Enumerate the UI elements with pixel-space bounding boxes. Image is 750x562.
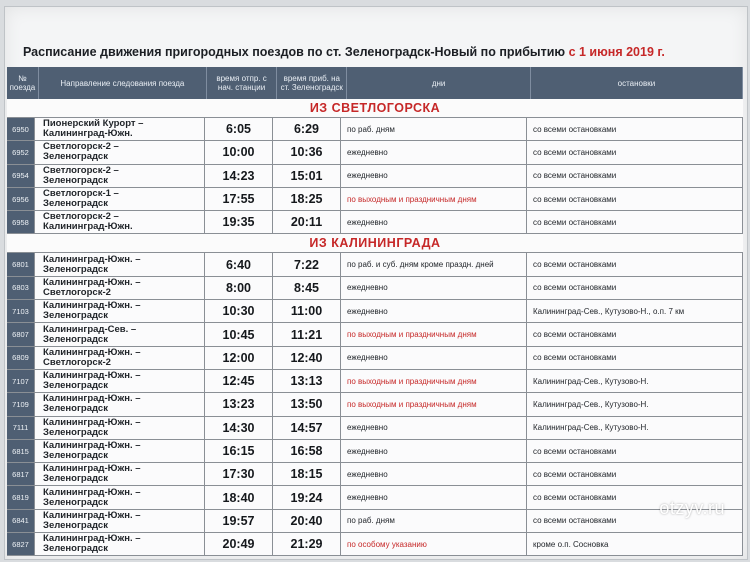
stops: со всеми остановками [527, 118, 743, 140]
train-number: 7111 [7, 417, 35, 439]
watermark: otzyv.ru [659, 498, 725, 518]
route [35, 165, 205, 187]
arrival-time: 11:21 [273, 323, 341, 345]
operating-days: по раб. и суб. дням кроме праздн. дней [341, 253, 527, 275]
departure-time: 20:49 [205, 533, 273, 555]
arrival-time: 8:45 [273, 277, 341, 299]
train-number: 7103 [7, 300, 35, 322]
operating-days: по выходным и праздничным дням [341, 393, 527, 415]
table-row [7, 141, 743, 164]
operating-days: ежедневно [341, 300, 527, 322]
route-to: Калининград-Южн. [43, 128, 133, 140]
table-row [7, 347, 743, 370]
route-from: Калининград-Южн. – [43, 253, 141, 265]
stops: со всеми остановками [527, 323, 743, 345]
stops: со всеми остановками [527, 165, 743, 187]
operating-days: ежедневно [341, 463, 527, 485]
arrival-time: 16:58 [273, 440, 341, 462]
stops: со всеми остановками [527, 347, 743, 369]
stops: со всеми остановками [527, 463, 743, 485]
route-from: Калининград-Южн. – [43, 440, 141, 451]
operating-days: ежедневно [341, 277, 527, 299]
departure-time: 14:30 [205, 417, 273, 439]
route-from: Светлогорск-1 – [43, 188, 119, 200]
train-number: 6807 [7, 323, 35, 345]
route [35, 393, 205, 415]
arrival-time: 21:29 [273, 533, 341, 555]
route-from: Калининград-Южн. – [43, 300, 141, 312]
train-number: 7109 [7, 393, 35, 415]
route [35, 323, 205, 345]
table-row [7, 188, 743, 211]
header-dep: время отпр. с нач. станции [207, 67, 277, 99]
route-to: Светлогорск-2 [43, 286, 111, 298]
stops: со всеми остановками [527, 141, 743, 163]
route [35, 440, 205, 462]
route-to: Зеленоградск [43, 333, 108, 345]
departure-time: 6:05 [205, 118, 273, 140]
route-to: Калининград-Южн. [43, 221, 133, 233]
header-days: дни [347, 67, 530, 99]
route-from: Калининград-Южн. – [43, 509, 141, 521]
stops: Калининград-Сев., Кутузово-Н. [527, 370, 743, 392]
arrival-time: 13:50 [273, 393, 341, 415]
header-stops: остановки [531, 67, 743, 99]
table-row [7, 323, 743, 346]
title-date: с 1 июня 2019 г. [568, 45, 665, 59]
operating-days: по особому указанию [341, 533, 527, 555]
departure-time: 19:35 [205, 211, 273, 233]
table-body [7, 99, 743, 556]
table-row [7, 370, 743, 393]
departure-time: 17:30 [205, 463, 273, 485]
train-number: 6958 [7, 211, 35, 233]
operating-days: ежедневно [341, 486, 527, 508]
departure-time: 6:40 [205, 253, 273, 275]
table-row [7, 533, 743, 556]
route-to: Зеленоградск [43, 380, 108, 392]
stops: со всеми остановками [527, 211, 743, 233]
timetable [7, 67, 743, 556]
departure-time: 10:30 [205, 300, 273, 322]
arrival-time: 19:24 [273, 486, 341, 508]
table-row [7, 253, 743, 276]
route [35, 463, 205, 485]
table-row [7, 118, 743, 141]
departure-time: 13:23 [205, 393, 273, 415]
departure-time: 17:55 [205, 188, 273, 210]
arrival-time: 7:22 [273, 253, 341, 275]
arrival-time: 18:15 [273, 463, 341, 485]
departure-time: 16:15 [205, 440, 273, 462]
route-from: Калининград-Южн. – [43, 533, 141, 545]
train-number: 7107 [7, 370, 35, 392]
route-to: Зеленоградск [43, 263, 108, 275]
route-from: Калининград-Южн. – [43, 276, 141, 288]
arrival-time: 12:40 [273, 347, 341, 369]
train-number: 6819 [7, 486, 35, 508]
table-row [7, 393, 743, 416]
operating-days: по раб. дням [341, 510, 527, 532]
table-row [7, 300, 743, 323]
title-main: Расписание движения пригородных поездов по ст. Зеленоградск-Новый по прибытию [23, 45, 566, 59]
table-row [7, 486, 743, 509]
departure-time: 19:57 [205, 510, 273, 532]
route-to: Зеленоградск [43, 403, 108, 415]
operating-days: по выходным и праздничным дням [341, 323, 527, 345]
stops: Калининград-Сев., Кутузово-Н. [527, 393, 743, 415]
page-title [23, 45, 743, 59]
route [35, 417, 205, 439]
route-to: Зеленоградск [43, 473, 108, 485]
arrival-time: 20:11 [273, 211, 341, 233]
train-number: 6817 [7, 463, 35, 485]
table-row [7, 277, 743, 300]
route [35, 486, 205, 508]
route-from: Калининград-Сев. – [43, 323, 137, 335]
departure-time: 10:00 [205, 141, 273, 163]
train-number: 6809 [7, 347, 35, 369]
stops: Калининград-Сев., Кутузово-Н., о.п. 7 км [527, 300, 743, 322]
route-from: Калининград-Южн. – [43, 463, 141, 475]
route-from: Калининград-Южн. – [43, 486, 141, 498]
arrival-time: 15:01 [273, 165, 341, 187]
arrival-time: 13:13 [273, 370, 341, 392]
route [35, 510, 205, 532]
route-from: Светлогорск-2 – [43, 141, 119, 153]
train-number: 6956 [7, 188, 35, 210]
route-to: Зеленоградск [43, 543, 108, 555]
train-number: 6954 [7, 165, 35, 187]
route-from: Калининград-Южн. – [43, 393, 141, 405]
route-to: Зеленоградск [43, 519, 108, 531]
stops: со всеми остановками [527, 440, 743, 462]
route [35, 300, 205, 322]
train-number: 6841 [7, 510, 35, 532]
route [35, 533, 205, 555]
stops: со всеми остановками [527, 277, 743, 299]
route-from: Калининград-Южн. – [43, 416, 141, 428]
arrival-time: 10:36 [273, 141, 341, 163]
train-number: 6950 [7, 118, 35, 140]
route [35, 118, 205, 140]
stops: Калининград-Сев., Кутузово-Н. [527, 417, 743, 439]
route [35, 370, 205, 392]
arrival-time: 11:00 [273, 300, 341, 322]
route-to: Зеленоградск [43, 496, 108, 508]
departure-time: 10:45 [205, 323, 273, 345]
route-to: Зеленоградск [43, 198, 108, 210]
section-title: ИЗ СВЕТЛОГОРСКА [7, 99, 743, 118]
table-row [7, 440, 743, 463]
route-to: Зеленоградск [43, 426, 108, 438]
stops: со всеми остановками [527, 486, 743, 508]
table-header [7, 67, 743, 99]
route [35, 253, 205, 275]
route [35, 141, 205, 163]
arrival-time: 6:29 [273, 118, 341, 140]
route-to: Зеленоградск [43, 310, 108, 322]
schedule-sheet [4, 6, 748, 560]
operating-days: ежедневно [341, 347, 527, 369]
table-row [7, 165, 743, 188]
route-to: Зеленоградск [43, 174, 108, 186]
stops: кроме о.п. Сосновка [527, 533, 743, 555]
route-from: Светлогорск-2 – [43, 211, 119, 223]
table-row [7, 510, 743, 533]
departure-time: 12:00 [205, 347, 273, 369]
stops: со всеми остановками [527, 188, 743, 210]
route [35, 188, 205, 210]
operating-days: по раб. дням [341, 118, 527, 140]
operating-days: ежедневно [341, 141, 527, 163]
route [35, 277, 205, 299]
route-from: Калининград-Южн. – [43, 370, 141, 382]
route-from: Пионерский Курорт – [43, 118, 144, 130]
arrival-time: 20:40 [273, 510, 341, 532]
route-to: Зеленоградск [43, 450, 108, 461]
route-from: Калининград-Южн. – [43, 346, 141, 358]
stops: со всеми остановками [527, 253, 743, 275]
operating-days: ежедневно [341, 211, 527, 233]
departure-time: 14:23 [205, 165, 273, 187]
departure-time: 8:00 [205, 277, 273, 299]
route-to: Светлогорск-2 [43, 356, 111, 368]
train-number: 6827 [7, 533, 35, 555]
train-number: 6952 [7, 141, 35, 163]
header-num: № поезда [7, 67, 39, 99]
operating-days: ежедневно [341, 440, 527, 462]
arrival-time: 14:57 [273, 417, 341, 439]
operating-days: ежедневно [341, 165, 527, 187]
operating-days: по выходным и праздничным дням [341, 370, 527, 392]
train-number: 6803 [7, 277, 35, 299]
departure-time: 18:40 [205, 486, 273, 508]
route-to: Зеленоградск [43, 151, 108, 163]
operating-days: по выходным и праздничным дням [341, 188, 527, 210]
table-row [7, 211, 743, 234]
header-route: Направление следования поезда [39, 67, 207, 99]
stops: со всеми остановками [527, 510, 743, 532]
train-number: 6801 [7, 253, 35, 275]
table-row [7, 463, 743, 486]
train-number: 6815 [7, 440, 35, 462]
arrival-time: 18:25 [273, 188, 341, 210]
table-row [7, 417, 743, 440]
departure-time: 12:45 [205, 370, 273, 392]
header-arr: время приб. на ст. Зеленоградск [277, 67, 347, 99]
route [35, 347, 205, 369]
section-title: ИЗ КАЛИНИНГРАДА [7, 234, 743, 253]
route [35, 211, 205, 233]
operating-days: ежедневно [341, 417, 527, 439]
route-from: Светлогорск-2 – [43, 164, 119, 176]
